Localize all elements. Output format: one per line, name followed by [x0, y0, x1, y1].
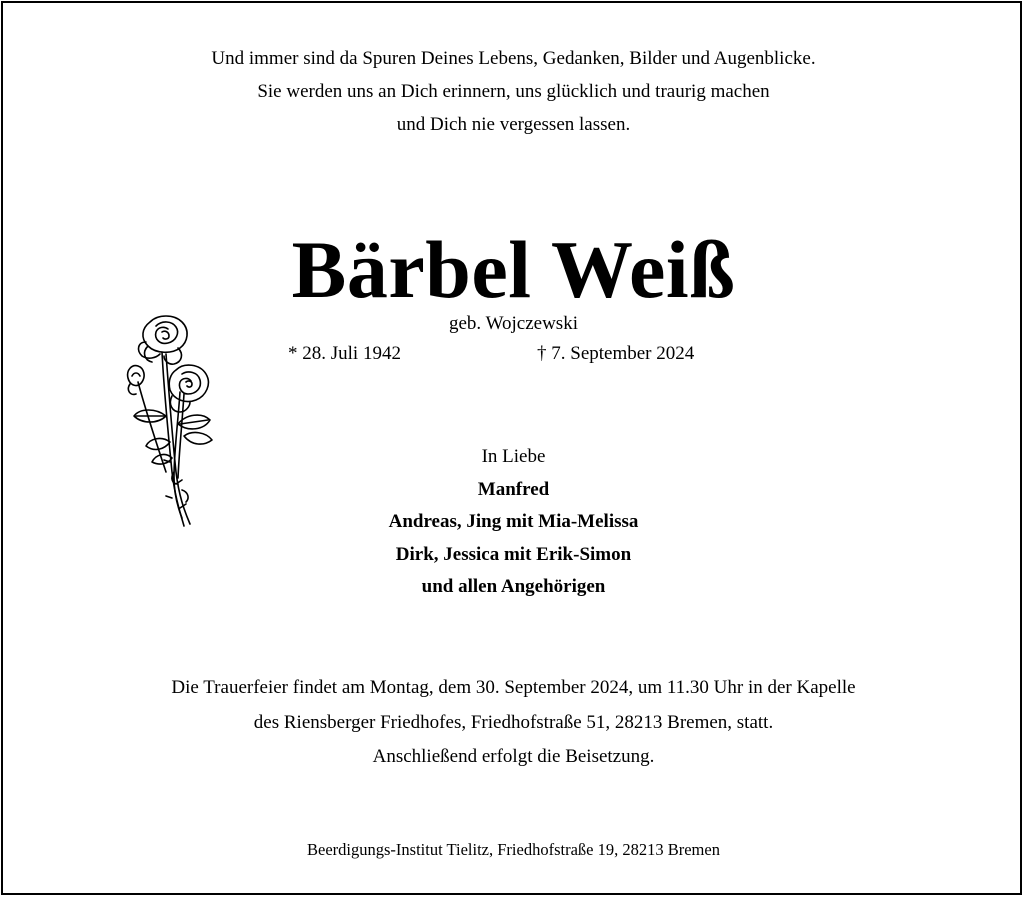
mourners-block: [0, 441, 1027, 604]
verse-line: und Dich nie vergessen lassen.: [396, 114, 631, 135]
undertaker-info: Beerdigungs-Institut Tielitz, Friedhofstraße 19, 28213 Bremen: [307, 840, 720, 859]
memorial-verse: [0, 42, 1027, 141]
mourner-name: und allen Angehörigen: [421, 576, 606, 597]
service-line: Anschließend erfolgt die Beisetzung.: [372, 746, 655, 767]
service-line: Die Trauerfeier findet am Montag, dem 30. September 2024, um 11.30 Uhr in der Kapelle: [171, 677, 856, 698]
mourner-name: Manfred: [477, 478, 550, 500]
deceased-name: Bärbel Weiß: [291, 224, 736, 315]
mourner-name: Dirk, Jessica mit Erik-Simon: [395, 543, 632, 565]
maiden-name: geb. Wojczewski: [449, 313, 578, 334]
death-date: † 7. September 2024: [537, 343, 695, 364]
mourner-name: Andreas, Jing mit Mia-Melissa: [388, 511, 639, 532]
service-line: des Riensberger Friedhofes, Friedhofstraße 51, 28213 Bremen, statt.: [253, 711, 774, 733]
verse-line: Sie werden uns an Dich erinnern, uns glücklich und traurig machen: [257, 81, 770, 102]
birth-date: * 28. Juli 1942: [288, 343, 401, 364]
funeral-service-info: [0, 671, 1027, 775]
verse-line: Und immer sind da Spuren Deines Lebens, Gedanken, Bilder und Augenblicke.: [211, 48, 816, 69]
mourners-intro: In Liebe: [481, 446, 546, 467]
